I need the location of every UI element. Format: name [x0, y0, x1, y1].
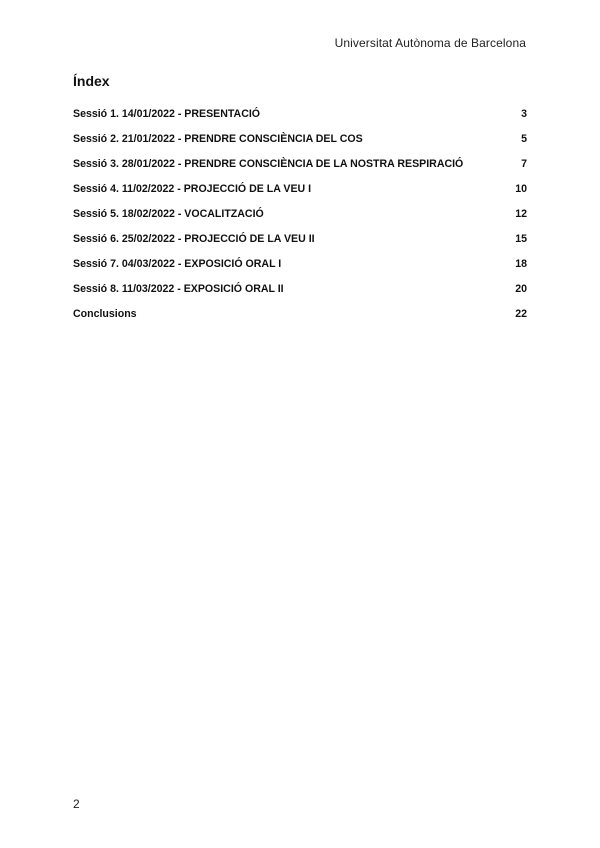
toc-entry-session-6[interactable] — [73, 233, 527, 258]
toc-entry-page: 12 — [515, 208, 527, 220]
table-of-contents — [73, 108, 527, 333]
toc-entry-page: 5 — [521, 133, 527, 145]
toc-entry-session-3[interactable] — [73, 158, 527, 183]
toc-entry-page: 22 — [515, 308, 527, 320]
toc-entry-conclusions[interactable] — [73, 308, 527, 333]
toc-entry-page: 10 — [515, 183, 527, 195]
toc-entry-label: Sessió 2. 21/01/2022 - PRENDRE CONSCIÈNCIA DEL COS — [73, 133, 363, 145]
toc-entry-label: Sessió 8. 11/03/2022 - EXPOSICIÓ ORAL II — [73, 283, 284, 295]
toc-entry-session-7[interactable] — [73, 258, 527, 283]
toc-entry-label: Sessió 5. 18/02/2022 - VOCALITZACIÓ — [73, 208, 264, 220]
page-header: Universitat Autònoma de Barcelona — [334, 36, 526, 50]
toc-entry-page: 3 — [521, 108, 527, 120]
toc-entry-session-2[interactable] — [73, 133, 527, 158]
toc-entry-page: 7 — [521, 158, 527, 170]
toc-entry-session-8[interactable] — [73, 283, 527, 308]
toc-entry-session-5[interactable] — [73, 208, 527, 233]
toc-entry-page: 18 — [515, 258, 527, 270]
toc-entry-label: Sessió 1. 14/01/2022 - PRESENTACIÓ — [73, 108, 261, 120]
toc-entry-label: Conclusions — [73, 308, 137, 320]
toc-entry-session-4[interactable] — [73, 183, 527, 208]
toc-entry-page: 20 — [515, 283, 527, 295]
index-title: Índex — [73, 73, 110, 89]
toc-entry-session-1[interactable] — [73, 108, 527, 133]
toc-entry-label: Sessió 7. 04/03/2022 - EXPOSICIÓ ORAL I — [73, 258, 282, 270]
page-number: 2 — [73, 797, 80, 811]
toc-entry-page: 15 — [515, 233, 527, 245]
toc-entry-label: Sessió 4. 11/02/2022 - PROJECCIÓ DE LA VEU I — [73, 183, 312, 195]
toc-entry-label: Sessió 3. 28/01/2022 - PRENDRE CONSCIÈNCIA DE LA NOSTRA RESPIRACIÓ — [73, 158, 464, 170]
toc-entry-label: Sessió 6. 25/02/2022 - PROJECCIÓ DE LA VEU II — [73, 233, 315, 245]
